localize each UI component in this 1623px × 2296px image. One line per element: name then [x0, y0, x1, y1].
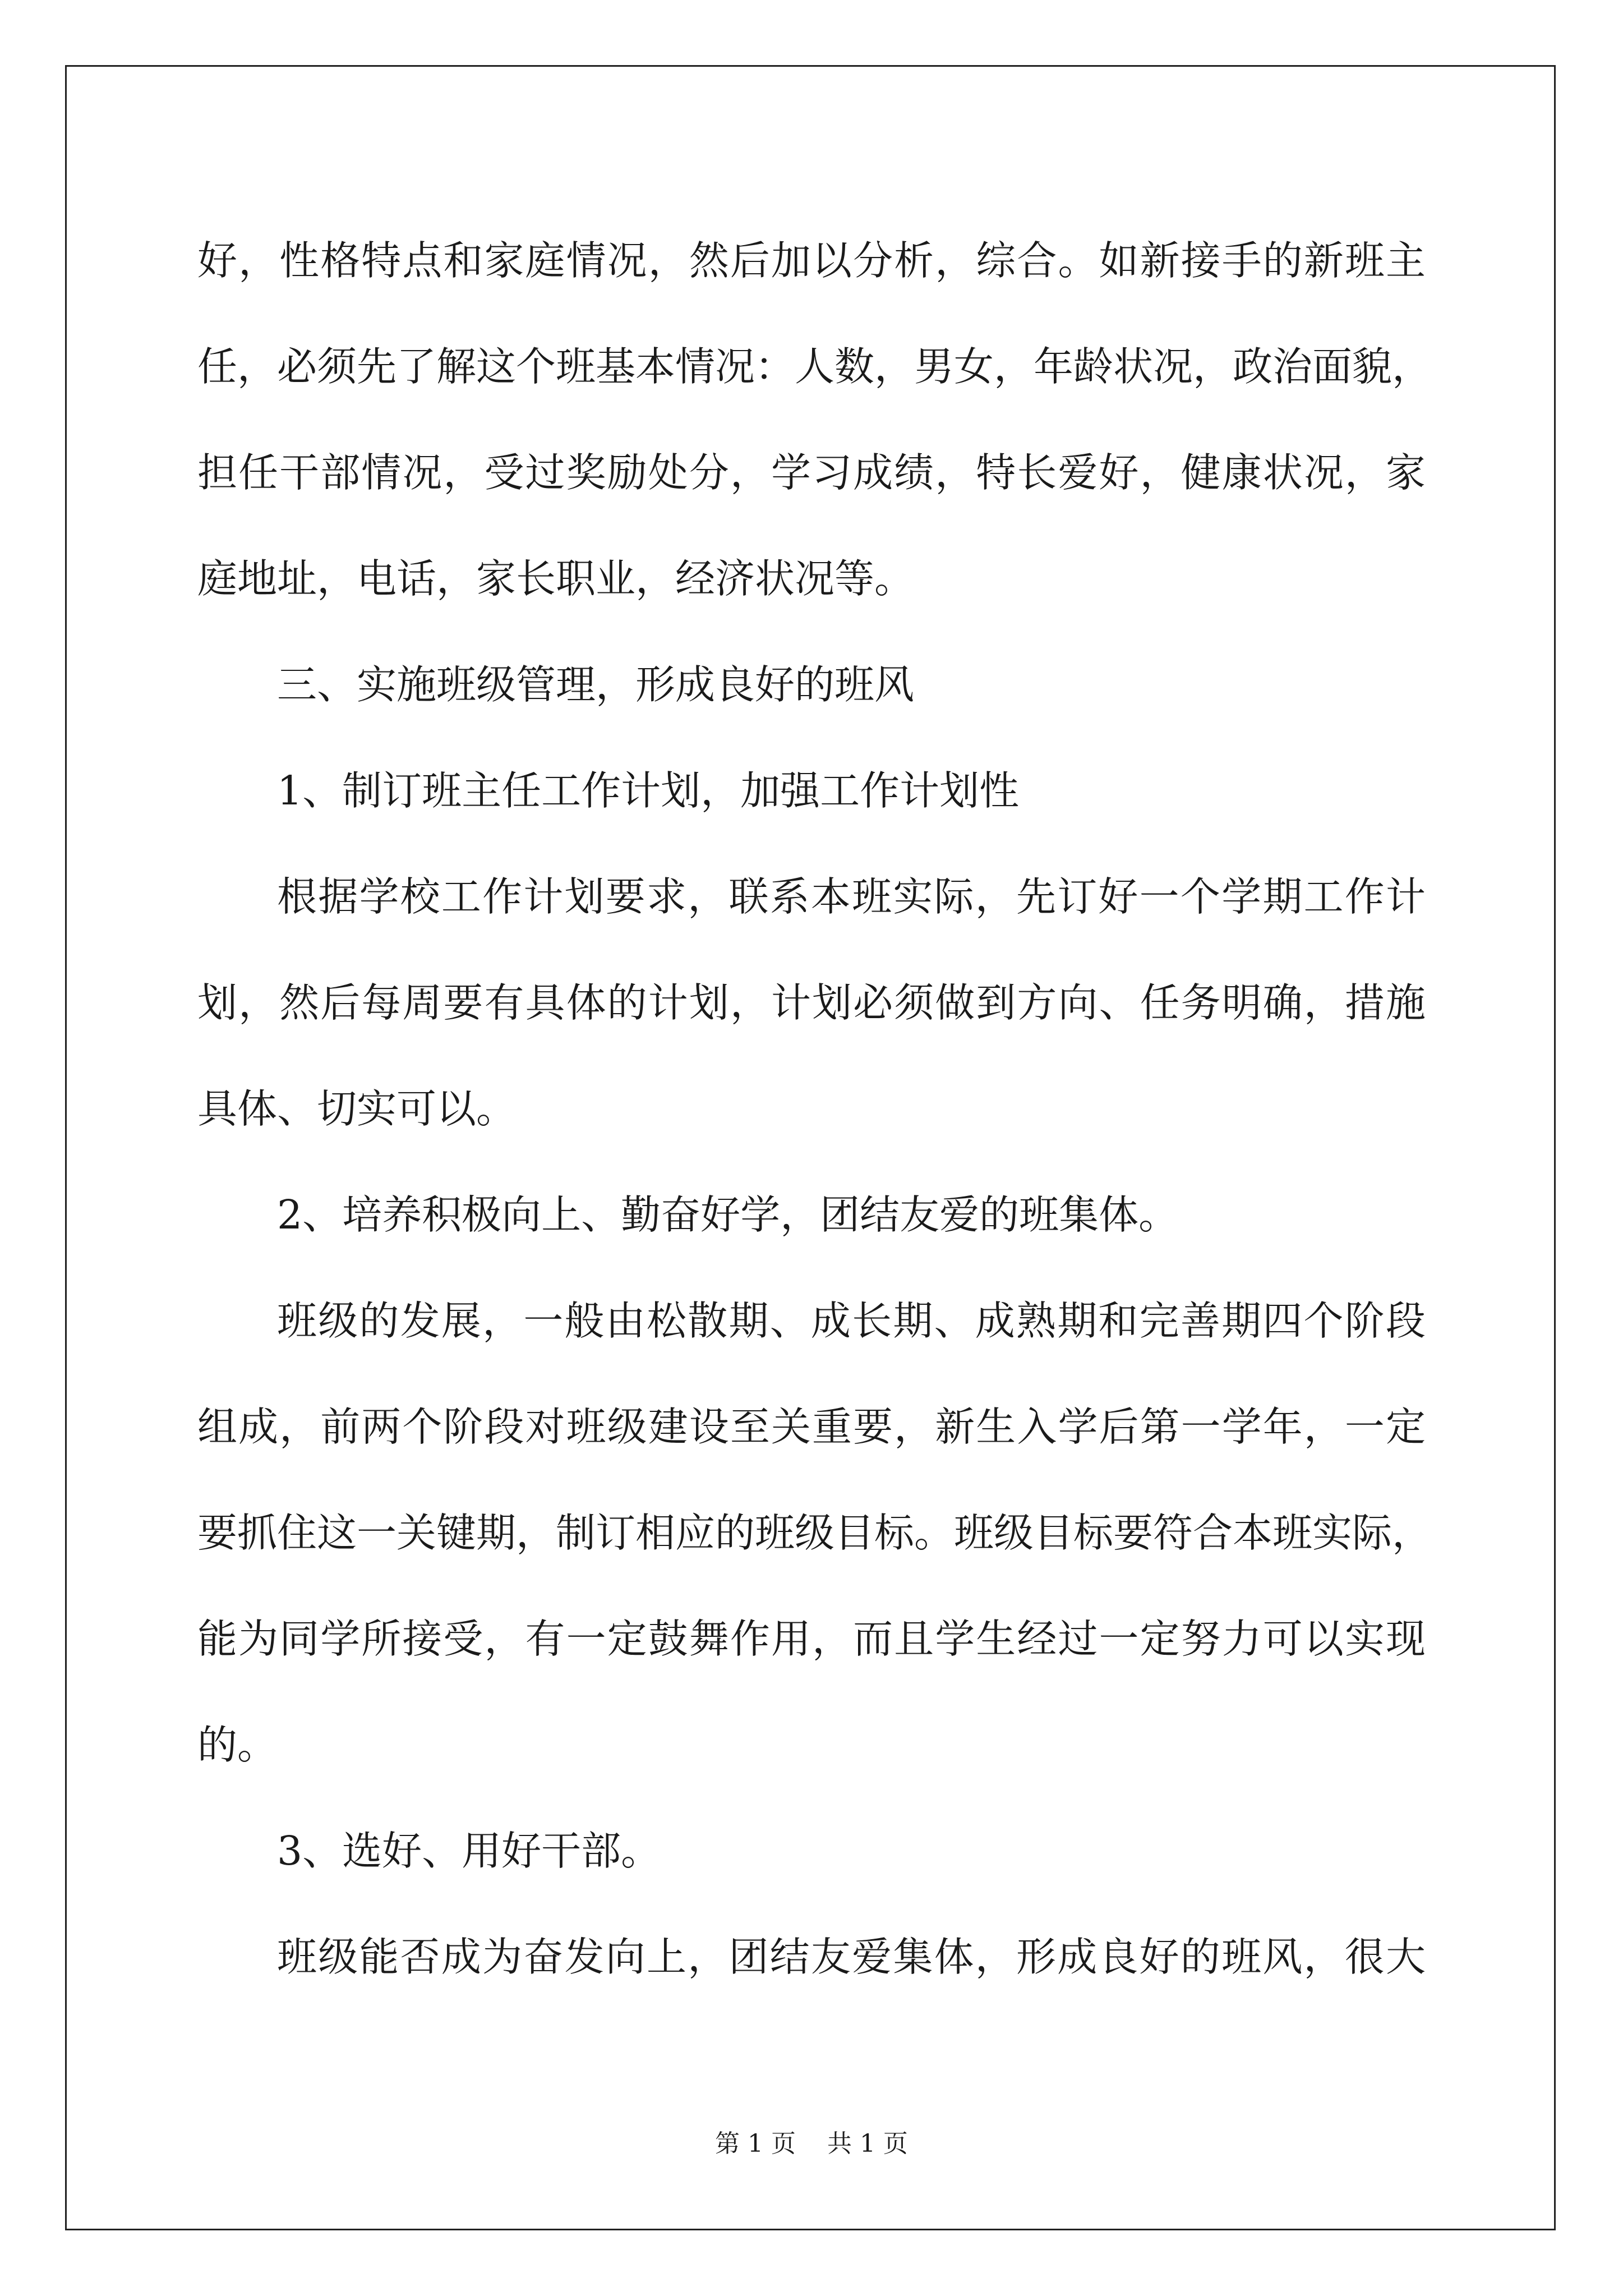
- page-number-label: 第 1 页 共 1 页: [715, 2129, 908, 2158]
- subsection-heading: 1、制订班主任工作计划，加强工作计划性: [277, 767, 1020, 814]
- text-line: 担任干部情况，受过奖励处分，学习成绩，特长爱好，健康状况，家: [197, 449, 1426, 496]
- text-line: 划，然后每周要有具体的计划，计划必须做到方向、任务明确，措施: [197, 979, 1426, 1026]
- text-line: 好，性格特点和家庭情况，然后加以分析，综合。如新接手的新班主: [197, 237, 1426, 284]
- text-line: 根据学校工作计划要求，联系本班实际，先订好一个学期工作计: [277, 873, 1426, 920]
- subsection-heading: 3、选好、用好干部。: [277, 1828, 661, 1874]
- text-line: 组成，前两个阶段对班级建设至关重要，新生入学后第一学年，一定: [197, 1404, 1426, 1450]
- page-footer: [0, 2123, 1623, 2159]
- text-line: 的。: [197, 1722, 278, 1768]
- subsection-heading: 2、培养积极向上、勤奋好学，团结友爱的班集体。: [277, 1191, 1179, 1238]
- text-line: 庭地址，电话，家长职业，经济状况等。: [197, 555, 915, 602]
- section-heading: 三、实施班级管理，形成良好的班风: [277, 661, 915, 708]
- text-line: 任，必须先了解这个班基本情况：人数，男女，年龄状况，政治面貌，: [197, 343, 1432, 390]
- text-line: 班级能否成为奋发向上，团结友爱集体，形成良好的班风，很大: [277, 1934, 1426, 1980]
- document-body: [197, 208, 1432, 2010]
- text-line: 班级的发展，一般由松散期、成长期、成熟期和完善期四个阶段: [277, 1297, 1426, 1344]
- text-line: 能为同学所接受，有一定鼓舞作用，而且学生经过一定努力可以实现: [197, 1616, 1426, 1662]
- text-line: 要抓住这一关键期，制订相应的班级目标。班级目标要符合本班实际，: [197, 1510, 1432, 1556]
- text-line: 具体、切实可以。: [197, 1085, 517, 1132]
